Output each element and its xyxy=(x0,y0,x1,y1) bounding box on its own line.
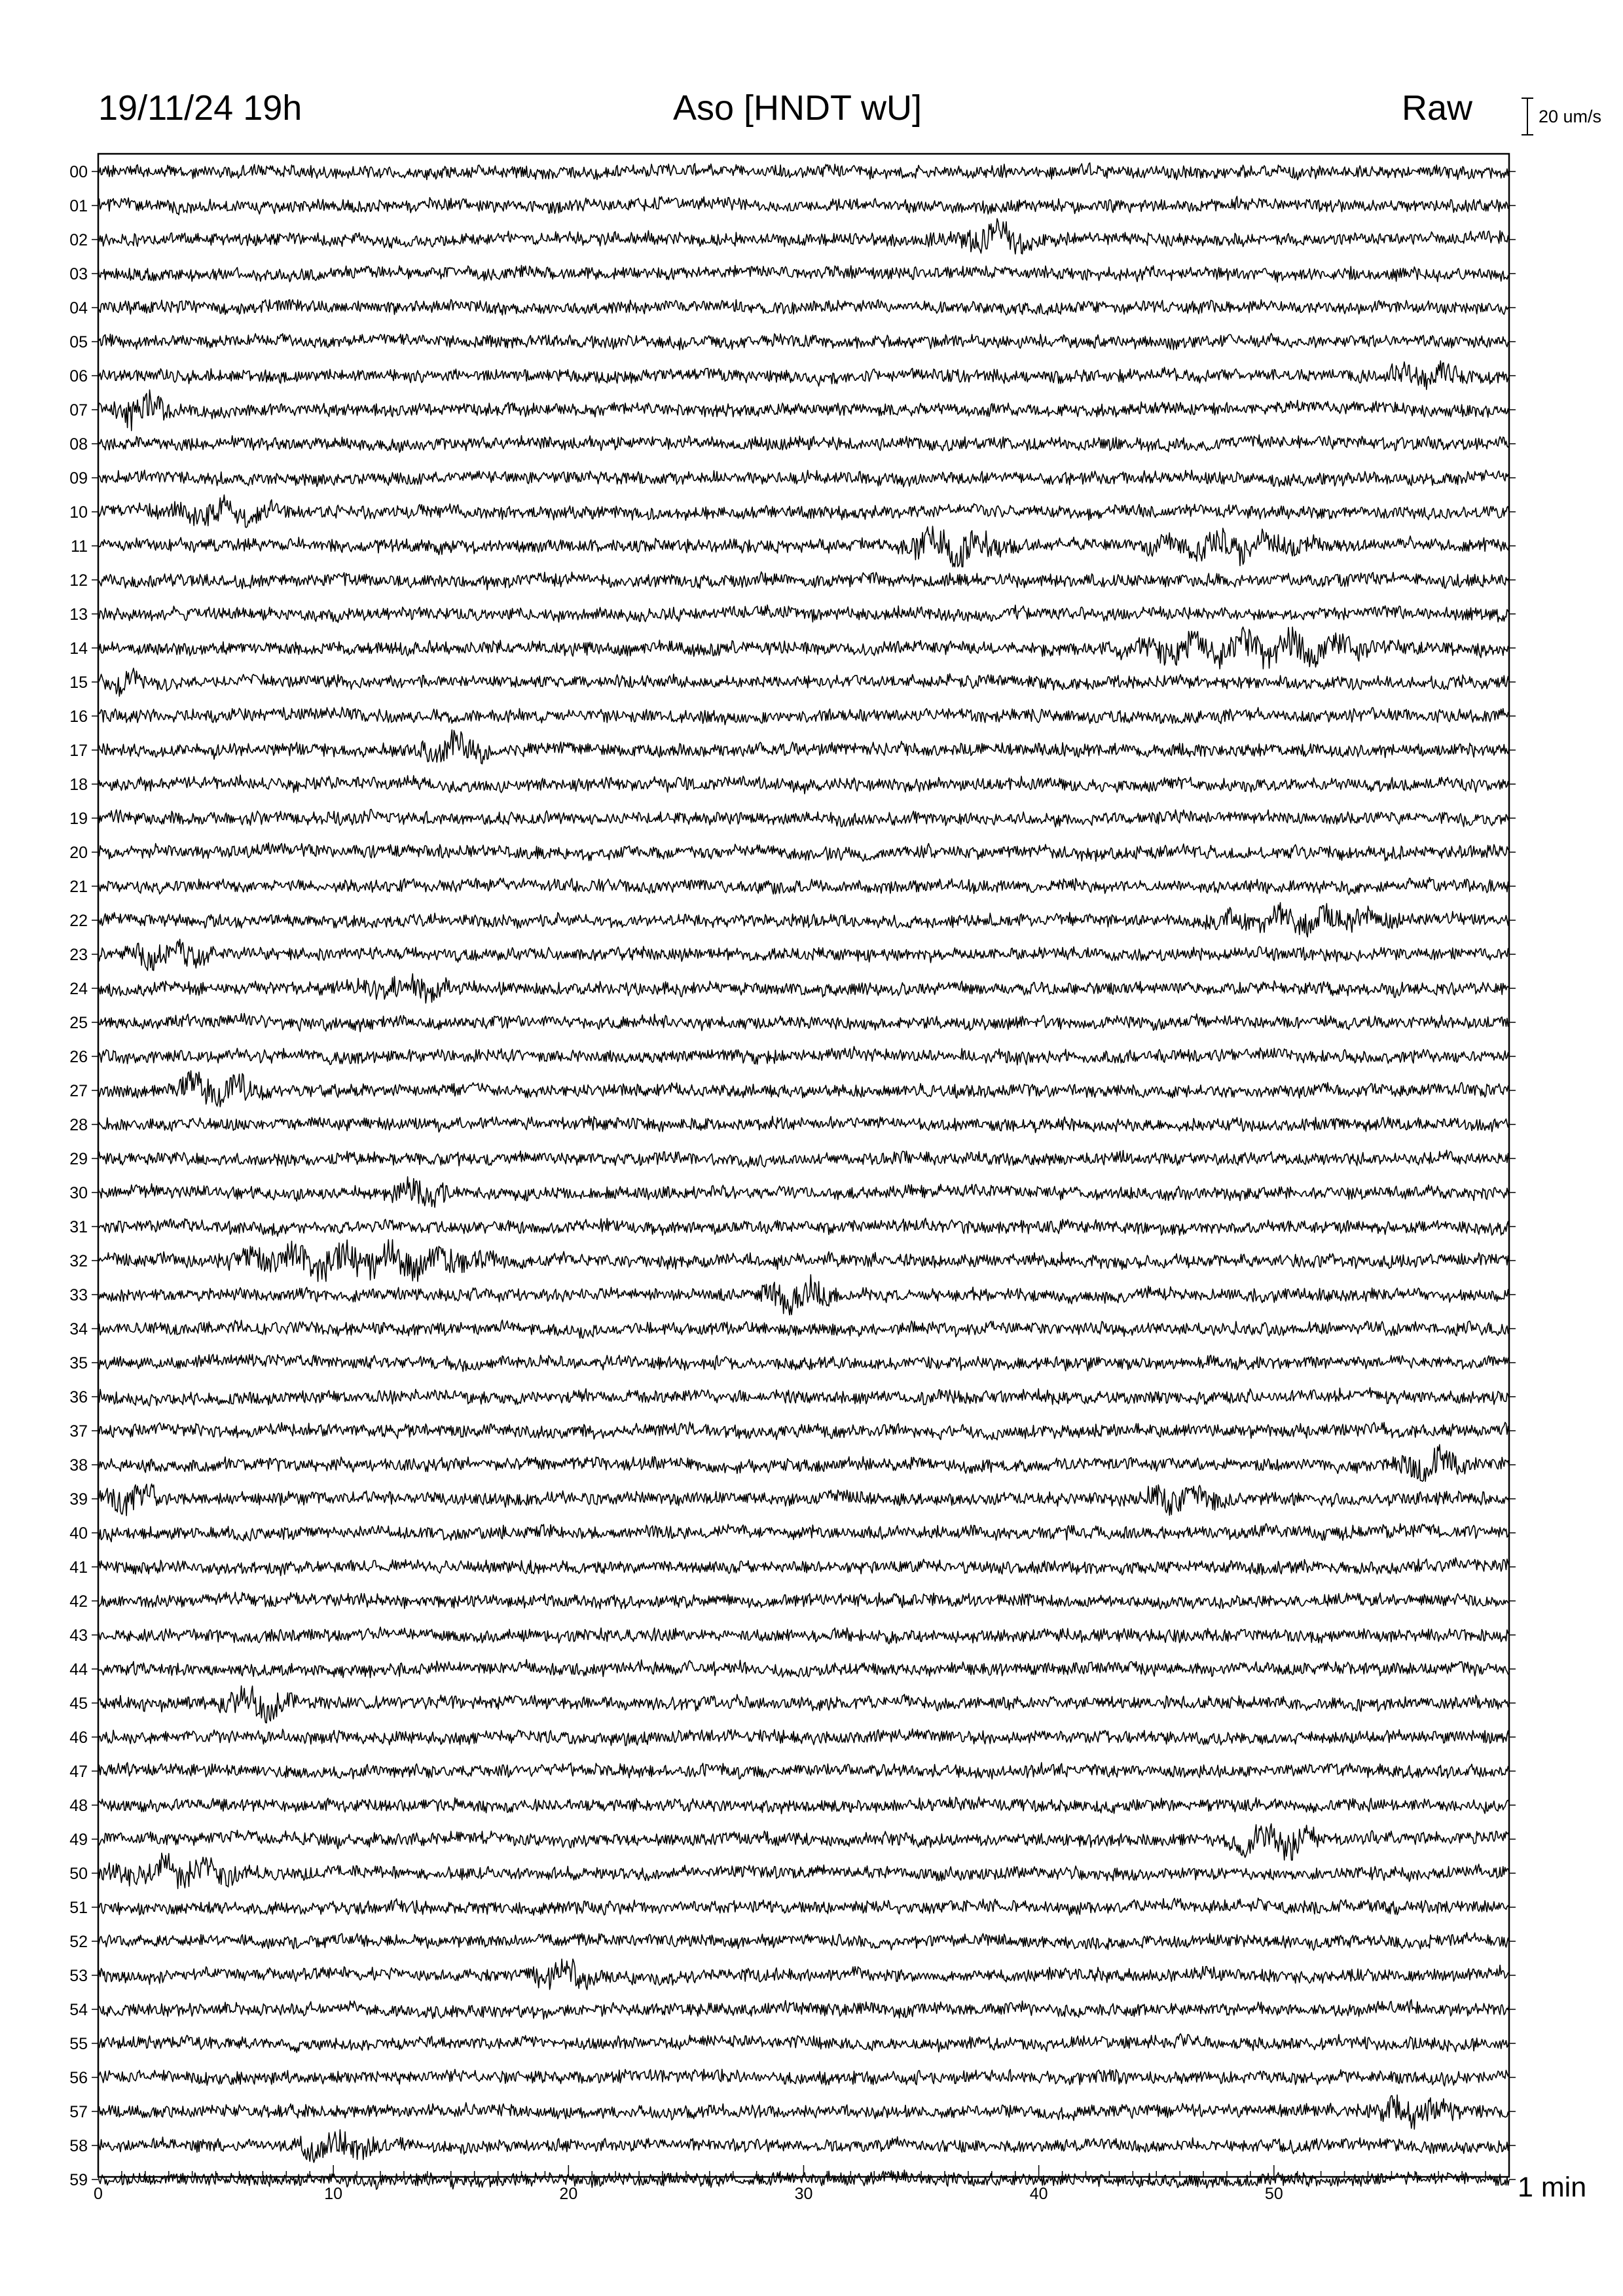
trace-line-34 xyxy=(98,1320,1509,1338)
trace-label-17: 17 xyxy=(69,742,88,760)
trace-label-28: 28 xyxy=(69,1116,88,1134)
trace-label-05: 05 xyxy=(69,333,88,351)
x-tick-label-30: 30 xyxy=(794,2185,813,2203)
trace-line-19 xyxy=(98,810,1509,827)
x-tick-label-0: 0 xyxy=(94,2185,103,2203)
trace-label-54: 54 xyxy=(69,2001,88,2019)
trace-line-41 xyxy=(98,1558,1509,1576)
trace-label-45: 45 xyxy=(69,1695,88,1713)
trace-line-51 xyxy=(98,1898,1509,1915)
trace-line-31 xyxy=(98,1218,1509,1236)
trace-label-57: 57 xyxy=(69,2103,88,2121)
trace-label-55: 55 xyxy=(69,2035,88,2053)
trace-label-25: 25 xyxy=(69,1014,88,1032)
trace-line-17 xyxy=(98,730,1509,764)
trace-line-14 xyxy=(98,627,1509,669)
trace-line-55 xyxy=(98,2034,1509,2053)
trace-label-48: 48 xyxy=(69,1797,88,1815)
trace-line-53 xyxy=(98,1959,1509,1990)
trace-label-40: 40 xyxy=(69,1524,88,1543)
trace-line-46 xyxy=(98,1729,1509,1746)
trace-line-56 xyxy=(98,2070,1509,2087)
header-station-title: Aso [HNDT wU] xyxy=(672,88,922,128)
trace-line-27 xyxy=(98,1071,1509,1107)
trace-label-21: 21 xyxy=(69,878,88,896)
trace-label-58: 58 xyxy=(69,2137,88,2155)
trace-label-44: 44 xyxy=(69,1660,88,1679)
trace-label-02: 02 xyxy=(69,231,88,249)
trace-line-11 xyxy=(98,526,1509,567)
trace-label-23: 23 xyxy=(69,946,88,964)
trace-label-20: 20 xyxy=(69,844,88,862)
trace-label-53: 53 xyxy=(69,1967,88,1985)
trace-line-10 xyxy=(98,495,1509,528)
trace-label-01: 01 xyxy=(69,197,88,215)
trace-label-10: 10 xyxy=(69,503,88,522)
header-mode: Raw xyxy=(1401,88,1472,128)
trace-label-09: 09 xyxy=(69,469,88,488)
trace-line-28 xyxy=(98,1116,1509,1132)
trace-line-47 xyxy=(98,1763,1509,1779)
trace-line-42 xyxy=(98,1592,1509,1609)
trace-label-07: 07 xyxy=(69,401,88,420)
trace-label-52: 52 xyxy=(69,1933,88,1951)
trace-line-26 xyxy=(98,1047,1509,1065)
trace-line-52 xyxy=(98,1933,1509,1950)
trace-label-34: 34 xyxy=(69,1320,88,1338)
x-tick-label-20: 20 xyxy=(559,2185,578,2203)
x-tick-label-40: 40 xyxy=(1029,2185,1048,2203)
x-tick-label-10: 10 xyxy=(324,2185,343,2203)
trace-label-33: 33 xyxy=(69,1286,88,1304)
trace-label-51: 51 xyxy=(69,1899,88,1917)
trace-line-40 xyxy=(98,1524,1509,1542)
trace-label-35: 35 xyxy=(69,1354,88,1372)
trace-label-06: 06 xyxy=(69,367,88,386)
trace-line-16 xyxy=(98,707,1509,725)
trace-line-45 xyxy=(98,1686,1509,1723)
trace-label-15: 15 xyxy=(69,673,88,692)
trace-label-27: 27 xyxy=(69,1082,88,1100)
trace-line-32 xyxy=(98,1240,1509,1282)
trace-line-20 xyxy=(98,843,1509,861)
trace-label-46: 46 xyxy=(69,1729,88,1747)
trace-label-22: 22 xyxy=(69,912,88,930)
x-ticks-group xyxy=(94,2165,1509,2203)
trace-label-13: 13 xyxy=(69,605,88,624)
trace-label-50: 50 xyxy=(69,1865,88,1883)
trace-label-11: 11 xyxy=(71,537,88,556)
trace-line-03 xyxy=(98,265,1509,282)
x-axis-unit-label: 1 min xyxy=(1518,2172,1587,2203)
trace-label-30: 30 xyxy=(69,1184,88,1202)
trace-label-29: 29 xyxy=(69,1150,88,1168)
trace-line-04 xyxy=(98,300,1509,315)
trace-line-15 xyxy=(98,668,1509,696)
trace-line-18 xyxy=(98,775,1509,794)
trace-line-25 xyxy=(98,1013,1509,1031)
header-datetime: 19/11/24 19h xyxy=(98,88,302,128)
trace-line-23 xyxy=(98,939,1509,971)
trace-line-57 xyxy=(98,2095,1509,2129)
trace-label-24: 24 xyxy=(69,980,88,998)
trace-line-49 xyxy=(98,1824,1509,1861)
traces-group xyxy=(98,163,1509,2189)
trace-line-29 xyxy=(98,1150,1509,1167)
trace-label-47: 47 xyxy=(69,1763,88,1781)
x-tick-label-50: 50 xyxy=(1264,2185,1283,2203)
trace-line-54 xyxy=(98,2000,1509,2019)
trace-label-00: 00 xyxy=(69,163,88,181)
trace-line-39 xyxy=(98,1484,1509,1515)
trace-line-00 xyxy=(98,163,1509,180)
trace-line-44 xyxy=(98,1660,1509,1678)
trace-line-24 xyxy=(98,974,1509,1003)
trace-line-38 xyxy=(98,1444,1509,1481)
trace-labels-group xyxy=(69,163,1516,2189)
trace-line-08 xyxy=(98,435,1509,452)
trace-line-05 xyxy=(98,333,1509,350)
trace-label-12: 12 xyxy=(69,571,88,590)
trace-label-36: 36 xyxy=(69,1388,88,1407)
trace-line-06 xyxy=(98,361,1509,389)
trace-label-39: 39 xyxy=(69,1490,88,1509)
trace-label-16: 16 xyxy=(69,708,88,726)
trace-label-03: 03 xyxy=(69,265,88,283)
trace-label-38: 38 xyxy=(69,1456,88,1475)
trace-label-32: 32 xyxy=(69,1252,88,1270)
trace-line-02 xyxy=(98,219,1509,254)
trace-label-43: 43 xyxy=(69,1626,88,1645)
trace-line-33 xyxy=(98,1275,1509,1316)
trace-line-37 xyxy=(98,1422,1509,1440)
scale-bar-label: 20 um/s xyxy=(1539,107,1602,126)
trace-line-22 xyxy=(98,903,1509,937)
trace-label-42: 42 xyxy=(69,1592,88,1611)
trace-label-37: 37 xyxy=(69,1422,88,1441)
trace-line-35 xyxy=(98,1354,1509,1371)
trace-label-08: 08 xyxy=(69,435,88,454)
trace-label-31: 31 xyxy=(69,1218,88,1236)
trace-label-19: 19 xyxy=(69,810,88,828)
trace-line-12 xyxy=(98,572,1509,590)
trace-label-18: 18 xyxy=(69,776,88,794)
trace-line-30 xyxy=(98,1177,1509,1208)
trace-label-26: 26 xyxy=(69,1048,88,1066)
trace-label-56: 56 xyxy=(69,2069,88,2087)
trace-line-01 xyxy=(98,196,1509,215)
trace-label-04: 04 xyxy=(69,299,88,317)
trace-line-13 xyxy=(98,605,1509,622)
trace-label-41: 41 xyxy=(69,1558,88,1577)
trace-label-14: 14 xyxy=(69,639,88,658)
trace-line-07 xyxy=(98,390,1509,431)
trace-line-36 xyxy=(98,1388,1509,1406)
trace-line-43 xyxy=(98,1627,1509,1644)
trace-line-50 xyxy=(98,1853,1509,1888)
trace-line-48 xyxy=(98,1797,1509,1814)
trace-label-49: 49 xyxy=(69,1831,88,1849)
trace-label-59: 59 xyxy=(69,2171,88,2189)
trace-line-09 xyxy=(98,470,1509,487)
trace-line-58 xyxy=(98,2130,1509,2162)
trace-line-21 xyxy=(98,878,1509,895)
